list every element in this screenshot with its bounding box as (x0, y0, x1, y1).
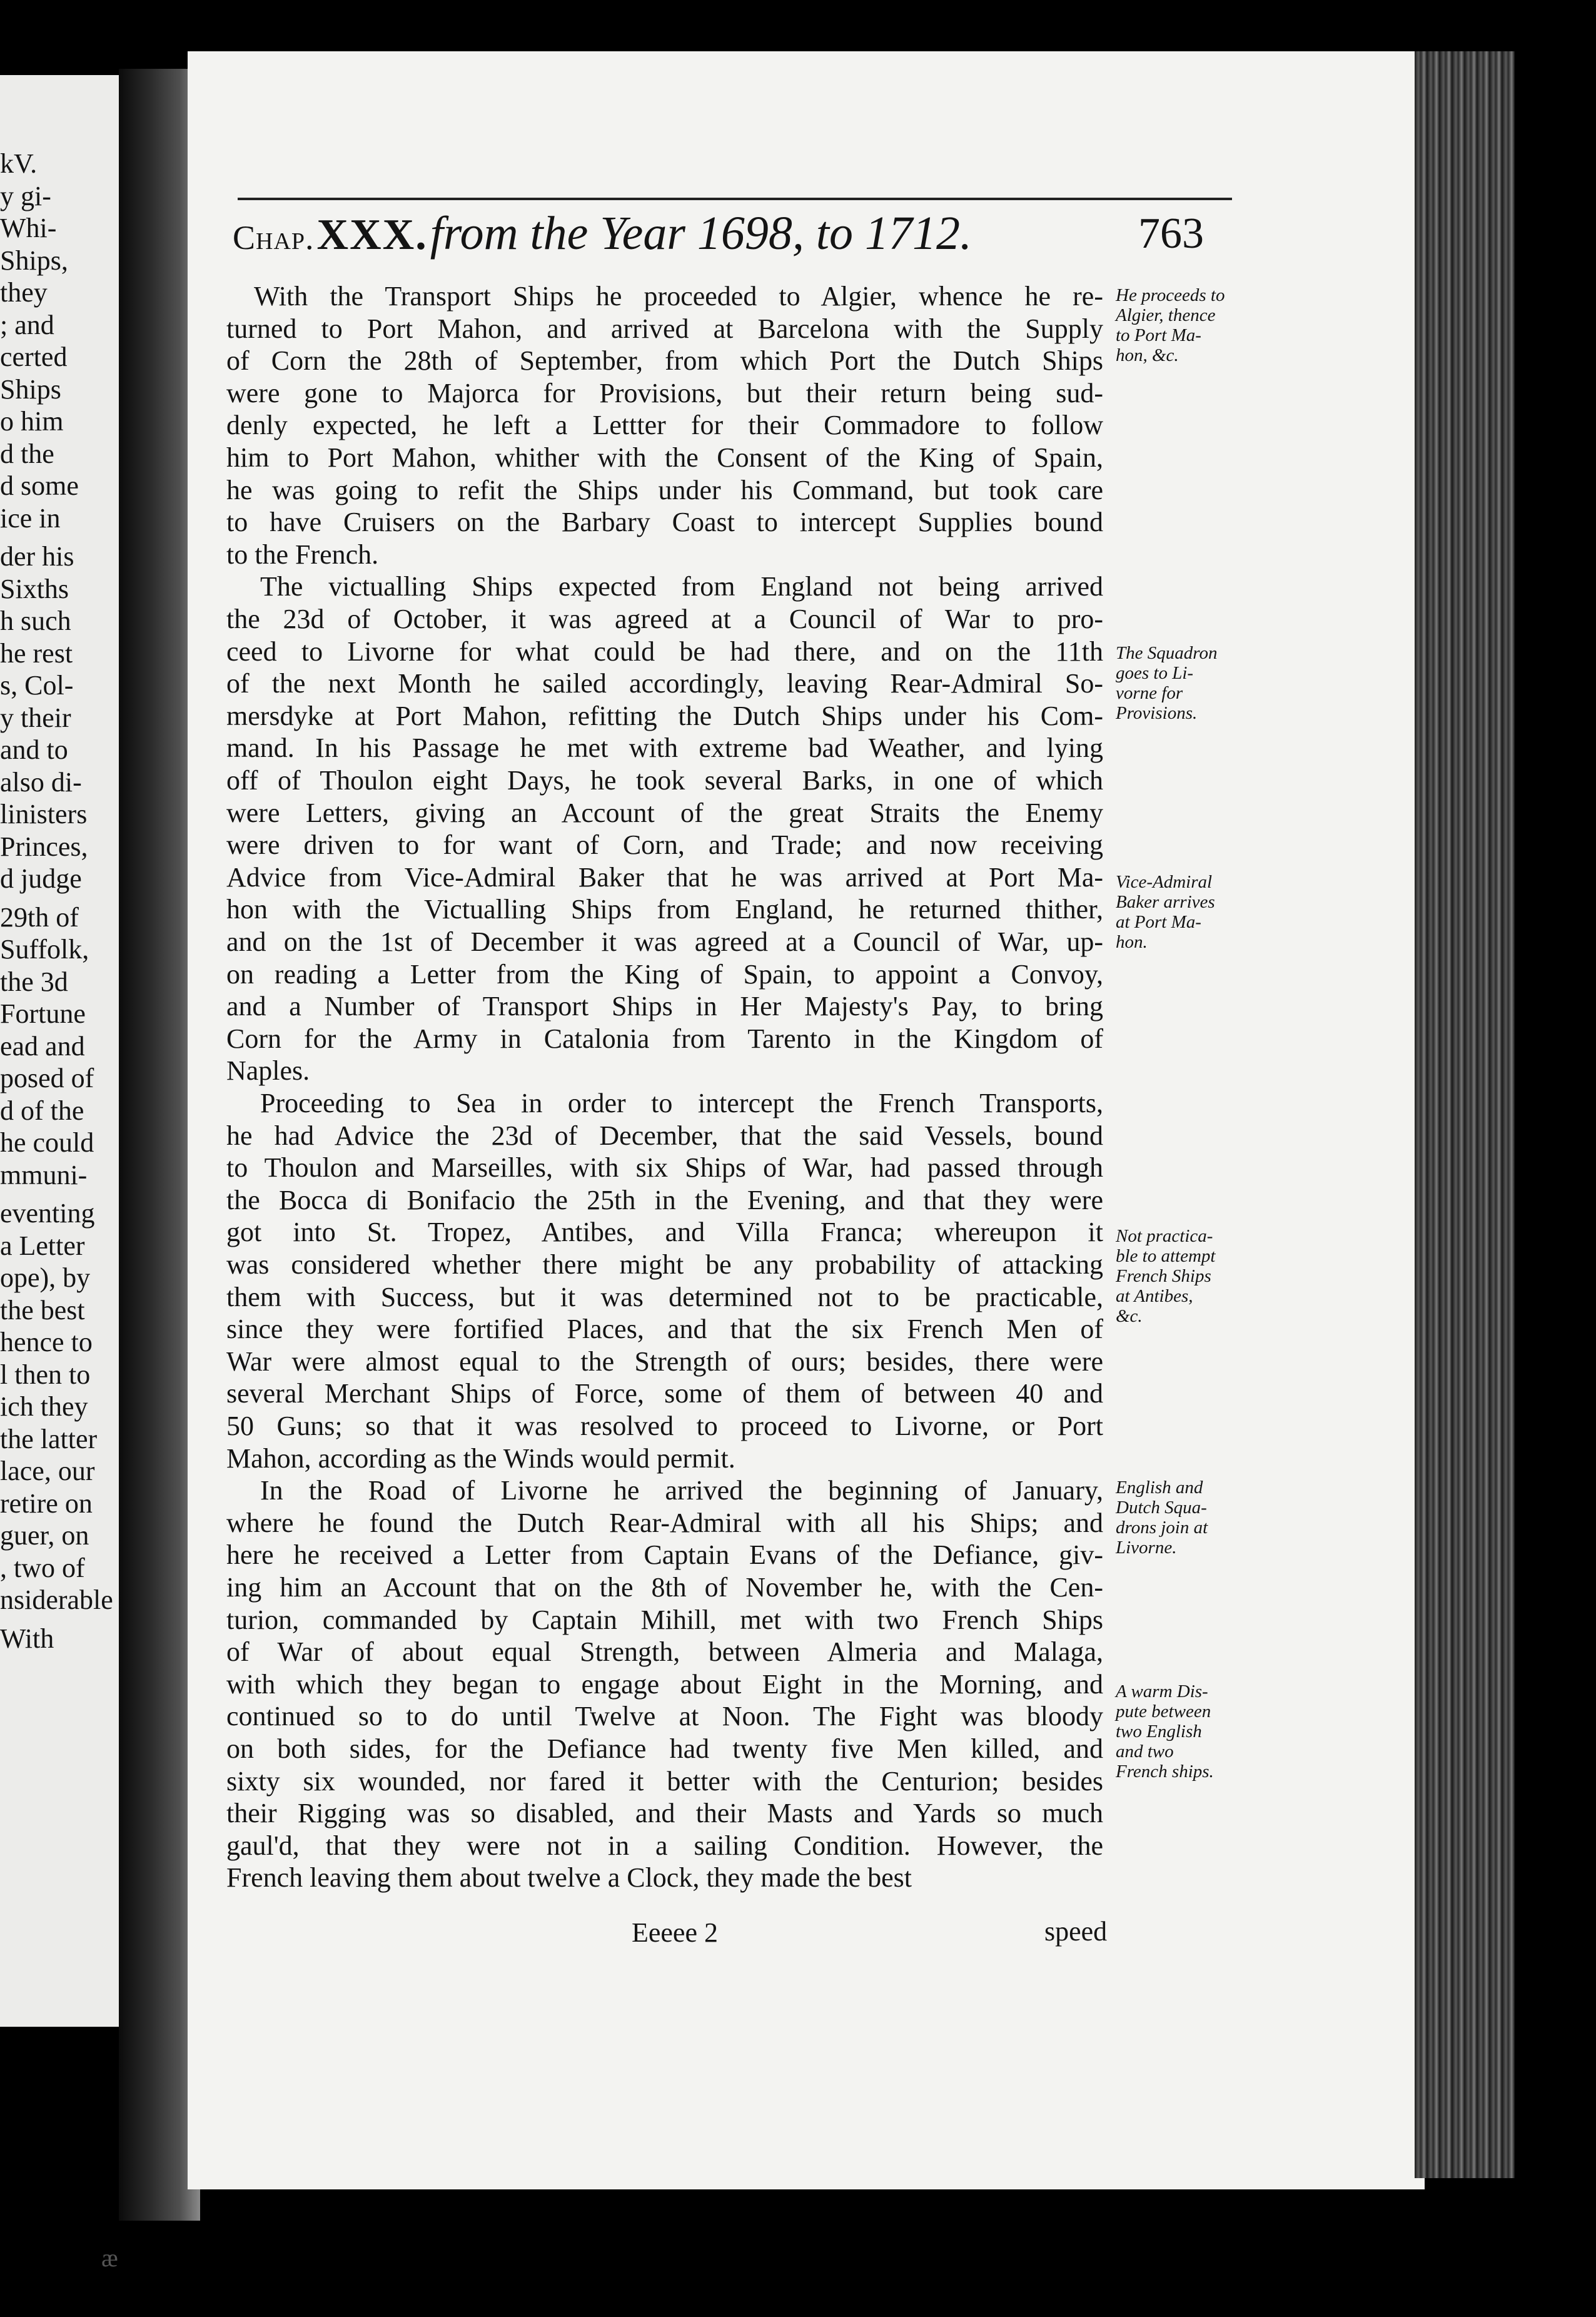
body-line: were Letters, giving an Account of the great Straits the Enemy (226, 797, 1103, 828)
left-page-line: linisters (0, 799, 88, 829)
body-line: and a Number of Transport Ships in Her Majesty's Pay, to bring (226, 991, 1103, 1022)
body-line: French leaving them about twelve a Clock, they made the best (226, 1862, 912, 1894)
body-line: With the Transport Ships he proceeded to Algier, whence he re- (254, 281, 1103, 312)
margin-note-line: Vice-Admiral (1116, 872, 1213, 892)
left-page-line: the 3d (0, 966, 68, 997)
left-page-line: Whi- (0, 213, 57, 243)
margin-note-line: French Ships (1116, 1266, 1211, 1286)
page-number: 763 (1138, 210, 1204, 258)
left-page-line: and to (0, 734, 68, 765)
body-line: continued so to do until Twelve at Noon. The Fight was bloody (226, 1701, 1103, 1732)
margin-note-line: &c. (1116, 1306, 1143, 1326)
left-page-line: posed of (0, 1063, 94, 1093)
margin-note-line: vorne for (1116, 683, 1183, 703)
left-page-line: he could (0, 1127, 94, 1158)
left-page-line: certed (0, 342, 68, 372)
margin-note-line: goes to Li- (1116, 663, 1194, 683)
margin-note-line: Not practica- (1116, 1226, 1213, 1246)
margin-note (1116, 1681, 1214, 1782)
margin-note-line: Algier, thence (1116, 305, 1216, 325)
left-page-line: Princes, (0, 831, 88, 862)
left-page-line: , two of (0, 1552, 85, 1583)
margin-note-line: at Port Ma- (1116, 912, 1201, 932)
body-line: mand. In his Passage he met with extreme bad Weather, and lying (226, 733, 1103, 764)
left-page-line: d some (0, 470, 79, 501)
catchword: speed (1044, 1916, 1108, 1947)
body-line: Proceeding to Sea in order to intercept the French Transports, (260, 1088, 1103, 1118)
body-line: he had Advice the 23d of December, that the said Vessels, bound (226, 1120, 1103, 1151)
margin-note-line: He proceeds to (1116, 285, 1225, 305)
body-line: hon with the Victualling Ships from England, he returned thither, (226, 894, 1103, 925)
body-line: turned to Port Mahon, and arrived at Barcelona with the Supply (226, 313, 1103, 344)
margin-note-line: drons join at (1116, 1518, 1208, 1538)
left-page-line: a Letter (0, 1230, 85, 1261)
body-line: turion, commanded by Captain Mihill, met with two French Ships (226, 1604, 1103, 1635)
left-page-line: guer, on (0, 1520, 89, 1551)
body-line: to have Cruisers on the Barbary Coast to intercept Supplies bound (226, 507, 1103, 538)
body-line: of Corn the 28th of September, from which Port the Dutch Ships (226, 345, 1103, 377)
left-page-line: Fortune (0, 998, 86, 1029)
left-page-line: the latter (0, 1423, 98, 1454)
left-page-line: y gi- (0, 180, 51, 211)
corner-mark: æ (101, 2244, 118, 2272)
left-page-line: d judge (0, 863, 82, 894)
margin-note-line: Baker arrives (1116, 892, 1215, 912)
body-line: he was going to refit the Ships under his Command, but took care (226, 474, 1103, 505)
body-line: ing him an Account that on the 8th of November he, with the Cen- (226, 1572, 1103, 1603)
margin-note-line: and two (1116, 1742, 1174, 1762)
body-line: Corn for the Army in Catalonia from Tarento in the Kingdom of (226, 1023, 1103, 1054)
body-line: In the Road of Livorne he arrived the beginning of January, (260, 1475, 1103, 1506)
left-page-line: nsiderable (0, 1584, 113, 1615)
left-page-line: lace, our (0, 1456, 95, 1486)
body-line: on both sides, for the Defiance had twenty five Men killed, and (226, 1733, 1103, 1764)
left-page-line: retire on (0, 1488, 93, 1519)
body-line: with which they began to engage about Eight in the Morning, and (226, 1668, 1103, 1700)
body-line: to the French. (226, 539, 379, 570)
margin-note-line: hon, &c. (1116, 345, 1179, 365)
body-line: was considered whether there might be any probability of attacking (226, 1249, 1103, 1280)
body-line: on reading a Letter from the King of Spain, to appoint a Convoy, (226, 958, 1103, 990)
body-line: to Thoulon and Marseilles, with six Ships of War, had passed through (226, 1152, 1103, 1184)
left-page-line: eventing (0, 1198, 95, 1229)
margin-note-line: Provisions. (1116, 703, 1198, 723)
body-line: him to Port Mahon, whither with the Consent of the King of Spain, (226, 442, 1103, 473)
left-page-line: he rest (0, 637, 73, 669)
left-page-line: Ships (0, 373, 61, 405)
body-line: and on the 1st of December it was agreed at a Council of War, up- (226, 926, 1103, 957)
left-page-line: d the (0, 438, 54, 469)
margin-note (1116, 285, 1225, 365)
body-line: got into St. Tropez, Antibes, and Villa Franca; whereupon it (226, 1217, 1103, 1248)
body-line: Advice from Vice-Admiral Baker that he was arrived at Port Ma- (226, 861, 1103, 893)
left-page-line: With (0, 1623, 54, 1654)
left-page-line: der his (0, 541, 74, 572)
margin-note-line: at Antibes, (1116, 1286, 1193, 1306)
body-line: where he found the Dutch Rear-Admiral with all his Ships; and (226, 1507, 1103, 1538)
left-page-line: ; and (0, 309, 54, 340)
body-line: off of Thoulon eight Days, he took several Barks, in one of which (226, 765, 1103, 796)
body-line: ceed to Livorne for what could be had there, and on the 11th (226, 636, 1103, 667)
margin-note-line: to Port Ma- (1116, 325, 1201, 345)
margin-note (1116, 872, 1215, 952)
page-edges (1415, 51, 1515, 2178)
margin-note-line: Livorne. (1116, 1538, 1177, 1558)
body-line: them with Success, but it was determined not to be practicable, (226, 1281, 1103, 1312)
chap-label: Chap. (233, 219, 315, 256)
body-line: mersdyke at Port Mahon, refitting the Dutch Ships under his Com- (226, 700, 1103, 731)
left-page-line: d of the (0, 1095, 84, 1126)
body-line: the Bocca di Bonifacio the 25th in the Evening, and that they were (226, 1184, 1103, 1215)
body-line: of War of about equal Strength, between Almeria and Malaga, (226, 1636, 1103, 1668)
margin-note (1116, 1478, 1208, 1558)
left-page-line: Suffolk, (0, 934, 89, 965)
body-line: the 23d of October, it was agreed at a Council of War to pro- (226, 604, 1103, 634)
body-line: Mahon, according as the Winds would permit. (226, 1442, 735, 1474)
left-page-line: mmuni- (0, 1159, 88, 1190)
body-line: their Rigging was so disabled, and their Masts and Yards so much (226, 1798, 1103, 1829)
left-page-line: kV. (0, 148, 38, 179)
margin-note (1116, 643, 1217, 723)
body-line: War were almost equal to the Strength of ours; besides, there were (226, 1346, 1103, 1377)
margin-note-line: English and (1116, 1478, 1203, 1498)
running-head (233, 206, 1233, 266)
left-page-line: l then to (0, 1359, 91, 1390)
left-page-line: h such (0, 606, 71, 636)
body-line: of the next Month he sailed accordingly, leaving Rear-Admiral So- (226, 668, 1103, 699)
year-range: from the Year 1698, to 1712. (430, 207, 972, 260)
left-page-line: ope), by (0, 1262, 91, 1293)
left-page-line: they (0, 277, 48, 308)
margin-note-line: two English (1116, 1721, 1202, 1742)
left-page-line: Sixths (0, 573, 69, 604)
body-line: several Merchant Ships of Force, some of them of between 40 and (226, 1378, 1103, 1409)
margin-note-line: French ships. (1116, 1762, 1214, 1782)
body-line: sixty six wounded, nor fared it better with the Centurion; besides (226, 1765, 1103, 1797)
margin-note-line: hon. (1116, 932, 1148, 952)
body-line: 50 Guns; so that it was resolved to proceed to Livorne, or Port (226, 1411, 1103, 1441)
left-page-line: o him (0, 406, 64, 437)
body-line: here he received a Letter from Captain Evans of the Defiance, giv- (226, 1539, 1103, 1571)
margin-note-line: The Squadron (1116, 643, 1218, 663)
header-rule (238, 198, 1232, 200)
left-page-line: s, Col- (0, 670, 74, 701)
left-page-line: ich they (0, 1391, 88, 1422)
left-page-line: ice in (0, 502, 61, 534)
left-page-line: 29th of (0, 901, 79, 933)
body-line: were driven to for want of Corn, and Trade; and now receiving (226, 829, 1103, 861)
signature-mark: Eeeee 2 (632, 1917, 718, 1948)
body-line: were gone to Majorca for Provisions, but their return being sud- (226, 377, 1103, 408)
left-page-line: ead and (0, 1030, 85, 1062)
body-line: Naples. (226, 1055, 310, 1087)
body-line: gaul'd, that they were not in a sailing Condition. However, the (226, 1830, 1103, 1861)
left-page-line: hence to (0, 1327, 93, 1357)
margin-note (1116, 1226, 1215, 1326)
margin-note-line: ble to attempt (1116, 1246, 1216, 1266)
body-line: The victualling Ships expected from England not being arrived (260, 571, 1103, 602)
left-page-line: y their (0, 702, 71, 733)
margin-note-line: pute between (1116, 1701, 1211, 1721)
left-page-line: the best (0, 1294, 85, 1326)
left-page-line: also di- (0, 766, 82, 798)
body-line: since they were fortified Places, and that the six French Men of (226, 1314, 1103, 1345)
margin-note-line: Dutch Squa- (1116, 1498, 1207, 1518)
chapter-number: XXX. (316, 211, 428, 259)
left-page-line: Ships, (0, 245, 68, 276)
body-line: denly expected, he left a Lettter for their Commadore to follow (226, 410, 1103, 441)
margin-note-line: A warm Dis- (1116, 1681, 1208, 1701)
